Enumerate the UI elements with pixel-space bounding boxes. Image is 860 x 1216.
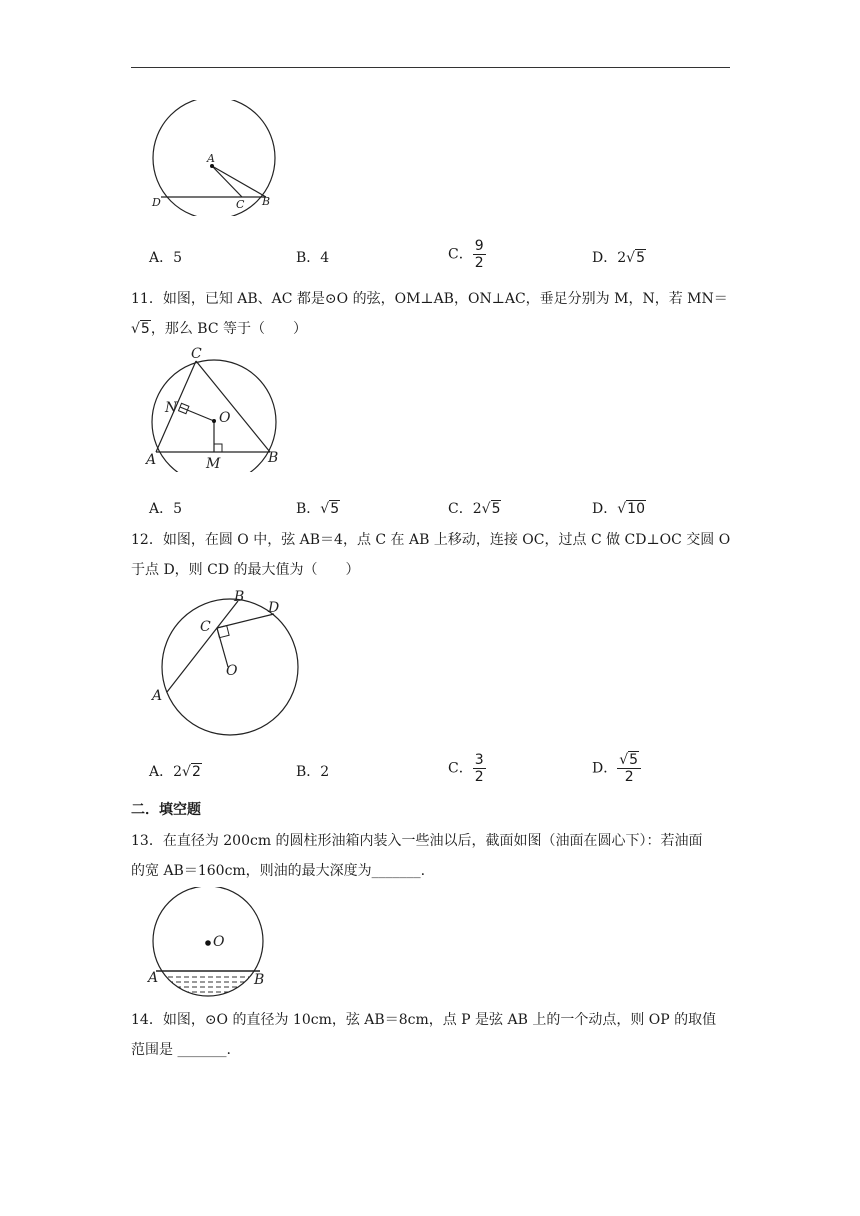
q13-label-b: B: [254, 972, 265, 988]
q10-label-b: B: [262, 195, 271, 208]
q12-option-b-letter: B．: [296, 764, 321, 780]
q10-option-c-numerator: 9: [474, 238, 484, 254]
q10-figure: [146, 100, 282, 216]
q13-text: [131, 826, 731, 886]
q12-option-b-value: 2: [320, 764, 330, 780]
q12-option-a: [149, 762, 202, 782]
q12-option-c: [448, 752, 486, 785]
q12-option-c-fraction: [473, 752, 486, 785]
q11-mn-radicand: 5: [140, 321, 150, 337]
q11-option-c-coef: 2: [472, 501, 482, 517]
q11-option-d: [592, 499, 646, 519]
q13-point-o: [205, 940, 211, 946]
q12-option-d-fraction: [617, 752, 641, 785]
q11-line1: 11．如图，已知 AB、AC 都是⊙O 的弦，OM⊥AB，ON⊥AC，垂足分别为 M，N，若 MN＝: [131, 291, 728, 307]
q12-option-c-denominator: 2: [474, 769, 484, 785]
q14-line1: 14．如图，⊙O 的直径为 10cm，弦 AB＝8cm，点 P 是弦 AB 上的一个动点，则 OP 的取值: [131, 1012, 717, 1028]
q10-option-b-letter: B．: [296, 250, 321, 266]
q11-option-d-radicand: 10: [627, 501, 645, 517]
q10-option-c: [448, 238, 486, 271]
q11-option-c: [448, 499, 501, 519]
q11-label-o: O: [219, 410, 231, 426]
q10-option-b: [296, 248, 329, 268]
q11-line2: [131, 314, 731, 344]
q11-option-b-radicand: 5: [330, 501, 340, 517]
q11-option-c-radicand: 5: [491, 501, 501, 517]
section-title-fill-in: 二．填空题: [131, 802, 201, 818]
q12-option-d-numerator: [617, 752, 641, 769]
q11-option-d-letter: D．: [592, 501, 618, 517]
q10-option-d-sqrt: √5: [626, 250, 645, 266]
q12-label-a: A: [152, 688, 163, 704]
q12-option-a-coef: 2: [173, 764, 183, 780]
q10-option-a-letter: A．: [149, 250, 174, 266]
q12-right-angle-c: [217, 626, 229, 638]
q10-option-c-fraction: [473, 238, 486, 271]
q14-line2: 范围是 _______.: [131, 1042, 231, 1058]
q10-segment-ab: [212, 166, 266, 197]
q12-option-d-denominator: 2: [624, 769, 634, 785]
q10-label-d: D: [152, 196, 161, 209]
q10-option-c-denominator: 2: [474, 255, 484, 271]
q13-label-o: O: [213, 934, 225, 950]
q12-option-a-radicand: 2: [191, 764, 201, 780]
q12-option-d: [592, 752, 641, 785]
q11-segment-on: [180, 407, 214, 421]
q10-label-a: A: [207, 152, 215, 165]
q10-label-c: C: [236, 198, 245, 211]
q11-right-angle-m: [214, 444, 222, 452]
q11-option-c-sqrt: √5: [481, 501, 501, 517]
q12-option-d-radicand: 5: [629, 752, 639, 768]
q11-segment-bc: [196, 361, 270, 452]
q12-option-d-sqrt: √5: [619, 752, 639, 768]
q10-segment-ac: [212, 166, 242, 197]
q11-option-d-sqrt: √10: [617, 501, 645, 517]
q13-label-a: A: [148, 970, 159, 986]
q11-option-a-value: 5: [173, 501, 183, 517]
q12-label-c: C: [200, 619, 211, 635]
q11-label-n: N: [165, 400, 178, 416]
header-rule: [131, 67, 730, 68]
q10-option-a: [149, 248, 182, 268]
q12-option-a-letter: A．: [149, 764, 174, 780]
q12-option-c-numerator: 3: [474, 752, 484, 768]
q11-label-a: A: [146, 452, 157, 468]
q11-option-b: [296, 499, 340, 519]
q11-mn-sqrt: √5: [131, 321, 150, 337]
q10-option-d-radicand: 5: [636, 250, 645, 266]
q12-option-d-letter: D．: [592, 760, 618, 777]
q12-text: [131, 525, 731, 585]
q13-line1: 13．在直径为 200cm 的圆柱形油箱内装入一些油以后，截面如图（油面在圆心下）：若油面: [131, 833, 703, 849]
q11-text: [131, 284, 731, 344]
q10-option-d-letter: D．: [592, 250, 618, 266]
q11-line2-text: ，那么 BC 等于（ ）: [150, 321, 308, 337]
q12-label-o: O: [226, 663, 238, 679]
q11-label-m: M: [206, 456, 221, 472]
q11-option-a-letter: A．: [149, 501, 174, 517]
q12-line2: 于点 D，则 CD 的最大值为（ ）: [131, 562, 360, 578]
q14-text: [131, 1005, 731, 1065]
q13-figure: [144, 887, 272, 1003]
q11-point-o: [212, 419, 216, 423]
q13-line2: 的宽 AB＝160cm，则油的最大深度为_______.: [131, 863, 426, 879]
q11-label-b: B: [268, 450, 279, 466]
q12-option-b: [296, 762, 329, 782]
q12-label-b: B: [234, 589, 245, 605]
q11-option-a: [149, 499, 182, 519]
q12-option-a-sqrt: √2: [182, 764, 201, 780]
q12-figure: [148, 588, 304, 742]
q12-label-d: D: [268, 600, 280, 616]
q11-option-b-sqrt: √5: [320, 501, 340, 517]
q10-option-c-letter: C．: [448, 246, 473, 263]
q12-option-c-letter: C．: [448, 760, 473, 777]
q10-option-d-coef: 2: [617, 250, 627, 266]
q11-option-b-letter: B．: [296, 501, 321, 517]
q10-option-b-value: 4: [320, 250, 330, 266]
q10-option-a-value: 5: [173, 250, 183, 266]
q11-label-c: C: [191, 346, 202, 362]
q11-figure: [144, 344, 284, 472]
q12-line1: 12．如图，在圆 O 中，弦 AB＝4，点 C 在 AB 上移动，连接 OC，过点 C 做 CD⊥OC 交圆 O: [131, 532, 731, 548]
q10-option-d: [592, 248, 646, 268]
q11-option-c-letter: C．: [448, 501, 473, 517]
